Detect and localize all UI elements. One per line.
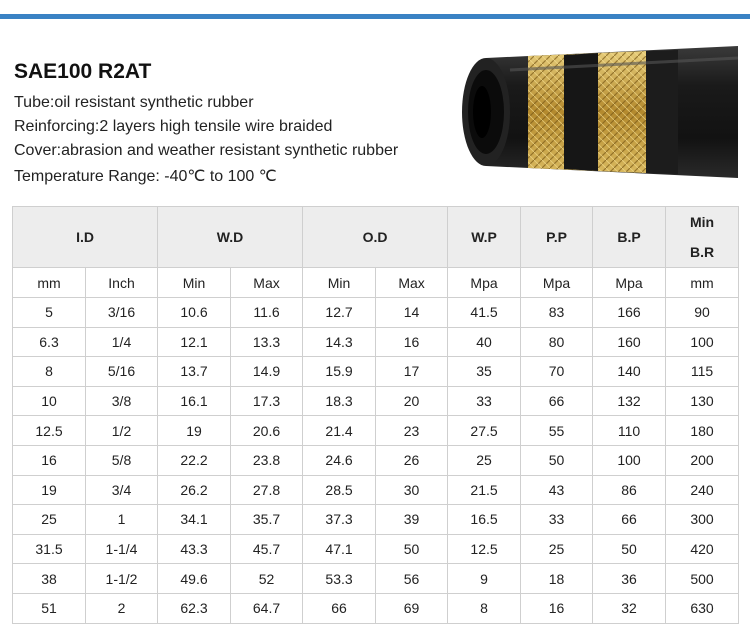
spec-reinforcing: Reinforcing:2 layers high tensile wire braided — [14, 118, 333, 135]
table-cell: 19 — [13, 475, 86, 505]
table-cell: 12.1 — [158, 327, 231, 357]
table-cell: 14.9 — [231, 357, 303, 387]
table-cell: 3/4 — [86, 475, 158, 505]
table-cell: 12.5 — [13, 416, 86, 446]
table-cell: 70 — [521, 357, 593, 387]
table-cell: 33 — [448, 386, 521, 416]
table-cell: 1-1/2 — [86, 564, 158, 594]
header-min-br-line1: Min — [689, 214, 715, 230]
table-cell: 5 — [13, 298, 86, 328]
subheader-cell: Max — [376, 268, 448, 298]
header-pp: P.P — [521, 207, 593, 268]
table-cell: 2 — [86, 593, 158, 623]
table-cell: 80 — [521, 327, 593, 357]
table-cell: 86 — [593, 475, 666, 505]
table-row — [13, 386, 739, 416]
table-cell: 26 — [376, 445, 448, 475]
table-cell: 30 — [376, 475, 448, 505]
table-row — [13, 357, 739, 387]
table-cell: 47.1 — [303, 534, 376, 564]
header-id: I.D — [13, 207, 158, 268]
table-row — [13, 298, 739, 328]
table-cell: 37.3 — [303, 505, 376, 535]
table-cell: 115 — [666, 357, 739, 387]
table-cell: 26.2 — [158, 475, 231, 505]
table-cell: 140 — [593, 357, 666, 387]
table-cell: 10 — [13, 386, 86, 416]
table-cell: 17.3 — [231, 386, 303, 416]
table-cell: 27.8 — [231, 475, 303, 505]
table-cell: 6.3 — [13, 327, 86, 357]
table-cell: 16.5 — [448, 505, 521, 535]
table-cell: 5/16 — [86, 357, 158, 387]
table-row — [13, 564, 739, 594]
table-cell: 130 — [666, 386, 739, 416]
subheader-cell: Mpa — [521, 268, 593, 298]
table-cell: 35.7 — [231, 505, 303, 535]
table-cell: 39 — [376, 505, 448, 535]
table-cell: 64.7 — [231, 593, 303, 623]
table-cell: 22.2 — [158, 445, 231, 475]
table-cell: 1 — [86, 505, 158, 535]
table-cell: 52 — [231, 564, 303, 594]
table-row — [13, 416, 739, 446]
table-cell: 41.5 — [448, 298, 521, 328]
product-title: SAE100 R2AT — [14, 60, 152, 83]
table-cell: 200 — [666, 445, 739, 475]
table-cell: 43 — [521, 475, 593, 505]
header-od: O.D — [303, 207, 448, 268]
subheader-cell: Max — [231, 268, 303, 298]
table-row — [13, 534, 739, 564]
table-cell: 16.1 — [158, 386, 231, 416]
table-cell: 50 — [376, 534, 448, 564]
table-cell: 19 — [158, 416, 231, 446]
header-min-br — [666, 207, 739, 268]
subheader-cell: Mpa — [593, 268, 666, 298]
spec-temperature: Temperature Range: -40℃ to 100 ℃ — [14, 168, 277, 185]
table-row — [13, 593, 739, 623]
table-cell: 3/16 — [86, 298, 158, 328]
table-cell: 3/8 — [86, 386, 158, 416]
spec-tube: Tube:oil resistant synthetic rubber — [14, 94, 254, 111]
table-cell: 50 — [593, 534, 666, 564]
table-row — [13, 505, 739, 535]
table-cell: 55 — [521, 416, 593, 446]
hose-image — [446, 40, 742, 190]
table-cell: 33 — [521, 505, 593, 535]
table-cell: 66 — [303, 593, 376, 623]
table-cell: 500 — [666, 564, 739, 594]
table-cell: 300 — [666, 505, 739, 535]
subheader-cell: mm — [666, 268, 739, 298]
table-cell: 56 — [376, 564, 448, 594]
table-cell: 83 — [521, 298, 593, 328]
table-cell: 8 — [448, 593, 521, 623]
table-cell: 27.5 — [448, 416, 521, 446]
table-cell: 21.5 — [448, 475, 521, 505]
table-cell: 15.9 — [303, 357, 376, 387]
table-cell: 166 — [593, 298, 666, 328]
table-cell: 16 — [521, 593, 593, 623]
table-cell: 16 — [13, 445, 86, 475]
table-cell: 28.5 — [303, 475, 376, 505]
subheader-cell: Inch — [86, 268, 158, 298]
table-header-row — [13, 207, 739, 268]
header-bp: B.P — [593, 207, 666, 268]
subheader-cell: Mpa — [448, 268, 521, 298]
table-cell: 66 — [521, 386, 593, 416]
table-row — [13, 475, 739, 505]
table-cell: 43.3 — [158, 534, 231, 564]
table-cell: 10.6 — [158, 298, 231, 328]
accent-bar — [0, 14, 750, 19]
header-wp: W.P — [448, 207, 521, 268]
table-cell: 32 — [593, 593, 666, 623]
subheader-cell: Min — [158, 268, 231, 298]
table-cell: 35 — [448, 357, 521, 387]
table-cell: 31.5 — [13, 534, 86, 564]
table-cell: 40 — [448, 327, 521, 357]
table-cell: 21.4 — [303, 416, 376, 446]
table-cell: 25 — [448, 445, 521, 475]
table-cell: 38 — [13, 564, 86, 594]
table-cell: 34.1 — [158, 505, 231, 535]
table-cell: 23 — [376, 416, 448, 446]
table-cell: 8 — [13, 357, 86, 387]
table-cell: 14 — [376, 298, 448, 328]
header-min-br-line2: B.R — [689, 244, 715, 260]
table-cell: 51 — [13, 593, 86, 623]
table-cell: 90 — [666, 298, 739, 328]
table-cell: 24.6 — [303, 445, 376, 475]
table-cell: 50 — [521, 445, 593, 475]
subheader-cell: mm — [13, 268, 86, 298]
subheader-cell: Min — [303, 268, 376, 298]
table-cell: 49.6 — [158, 564, 231, 594]
table-cell: 110 — [593, 416, 666, 446]
table-cell: 66 — [593, 505, 666, 535]
table-cell: 13.7 — [158, 357, 231, 387]
table-cell: 5/8 — [86, 445, 158, 475]
table-row — [13, 445, 739, 475]
spec-table — [12, 206, 739, 624]
table-cell: 53.3 — [303, 564, 376, 594]
table-cell: 25 — [521, 534, 593, 564]
table-cell: 18 — [521, 564, 593, 594]
table-row — [13, 327, 739, 357]
table-cell: 160 — [593, 327, 666, 357]
table-cell: 62.3 — [158, 593, 231, 623]
spec-cover: Cover:abrasion and weather resistant synthetic rubber — [14, 142, 399, 159]
table-cell: 23.8 — [231, 445, 303, 475]
header-wd: W.D — [158, 207, 303, 268]
table-cell: 69 — [376, 593, 448, 623]
table-cell: 36 — [593, 564, 666, 594]
table-cell: 240 — [666, 475, 739, 505]
table-cell: 12.5 — [448, 534, 521, 564]
table-cell: 11.6 — [231, 298, 303, 328]
table-cell: 630 — [666, 593, 739, 623]
table-cell: 1/2 — [86, 416, 158, 446]
table-cell: 13.3 — [231, 327, 303, 357]
table-cell: 1/4 — [86, 327, 158, 357]
table-cell: 180 — [666, 416, 739, 446]
table-cell: 132 — [593, 386, 666, 416]
table-cell: 420 — [666, 534, 739, 564]
table-cell: 17 — [376, 357, 448, 387]
table-cell: 20.6 — [231, 416, 303, 446]
table-cell: 9 — [448, 564, 521, 594]
table-cell: 16 — [376, 327, 448, 357]
table-cell: 25 — [13, 505, 86, 535]
table-cell: 45.7 — [231, 534, 303, 564]
table-cell: 18.3 — [303, 386, 376, 416]
table-subheader-row — [13, 268, 739, 298]
table-cell: 100 — [666, 327, 739, 357]
table-cell: 1-1/4 — [86, 534, 158, 564]
table-cell: 20 — [376, 386, 448, 416]
table-cell: 100 — [593, 445, 666, 475]
table-cell: 12.7 — [303, 298, 376, 328]
table-cell: 14.3 — [303, 327, 376, 357]
